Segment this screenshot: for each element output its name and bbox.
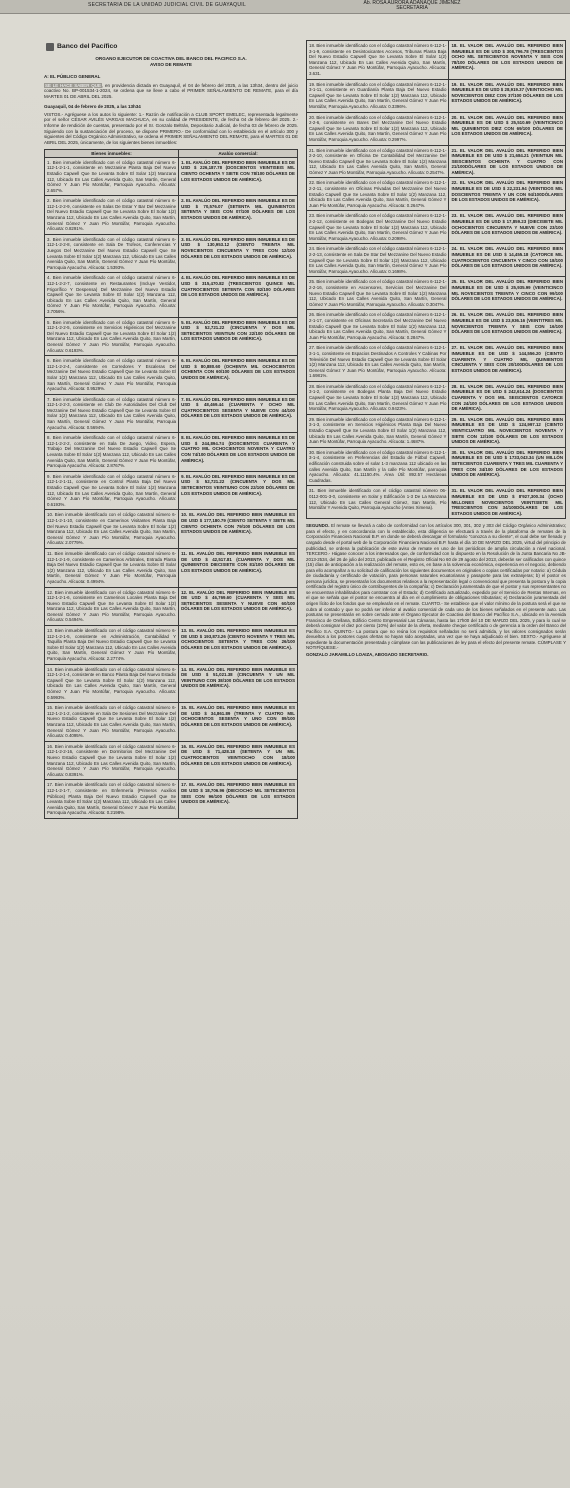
property-value: 24. EL VALOR DEL AVALÚO DEL REFERIDO BIEN INMUEBLE ES DE USD $ 14,455.18 (CATORCE MIL CUATROCIENTOS CINCUENTA Y CINCO CON 18/100 DÓLARES DE LOS ESTADOS UNIDOS DE AMÉRICA). [449,244,566,277]
table-row [45,664,298,703]
table-row [307,211,566,244]
property-description: 24. Bien inmueble identificado con el código catastral número 6-112-1-2-2-13, consistente en Sala De Star Del Mezzanine Del Nuevo Estadio Capwell Que Se Levanta Sobre El Solar 1(2) Manzana 112, Ubicado En Las Calles Avenida Quito, San Martín, General Gómez Y Juan Pío Montúfar, Parroquia Ayacucho. Alícuota: 0.1698%. [307,244,449,277]
property-description: 4. Bien inmueble identificado con el código catastral número 6-112-1-2-2-7, consistente en Restaurantes (Incluye Vestidor, Frigorífico Y Despensa) Del Mezzanine Del Nuevo Estadio Capwell Que Se Levanta Sobre El Solar 1(2) Manzana 112, Ubicado En Las Calles Avenida Quito, San Martín, General Gómez Y Juan Pío Montúfar, Parroquia Ayacucho. Alícuota: 3.7056%. [45,273,179,317]
property-description: 5. Bien inmueble identificado con el código catastral número 6-112-1-2-2-5, consistente en Servicios Higiénicos Del Mezzanine Del Nuevo Estadio Capwell Que Se Levanta Sobre El Solar 1(2) Manzana 112, Ubicado En Las Calles Avenida Quito, San Martín, General Gómez Y Juan Pío Montúfar, Parroquia Ayacucho. Alícuota: 0.6193%. [45,317,179,356]
table-row [45,273,298,317]
table-row [45,157,298,196]
property-description: 18. Bien inmueble identificado con el código catastral número 6-112-1-3-1-9, consistente en Desintoxicantes Accesos, Tribunas Planta Baja Del Nuevo Estadio Capwell Que Se Levanta Sobre El Solar 1(2) Manzana 112, Ubicado En Las Calles Avenida Quito, San Martín, General Gómez Y Juan Pío Montúfar, Parroquia Ayacucho. Alícuota: 3.631. [307,41,449,80]
property-value: 7. EL AVALÚO DEL REFERIDO BIEN INMUEBLE ES DE USD $ 48,469.44 (CUARENTA Y OCHO MIL CUATROCIENTOS SESENTA Y NUEVE CON 44/100 DÓLARES DE LOS ESTADOS UNIDOS DE AMÉRICA). [179,394,298,433]
property-value: 2. EL AVALÚO DEL REFERIDO BIEN INMUEBLE ES DE USD $ 70,576.07 (SETENTA MIL QUINIENTOS SETENTA Y SEIS CON 07/100 DÓLARES DE LOS ESTADOS UNIDOS DE AMÉRICA). [179,196,298,235]
notice-title: AVISO DE REMATE [150,62,192,67]
property-description: 31. Bien inmueble identificado con el código catastral número 06-0112-001-3-0, consistente en Solar y Edificación 1-3 De La Manzana 112, Ubicado En Las Calles General Gómez, San Martín, Pío Montúfar Y Avenida Quito, Parroquia Ayacucho (Antes Ximena). [307,486,449,519]
property-description: 19. Bien inmueble identificado con el código catastral número 6-112-1-3-1-11, consistente en Guardianía Planta Baja Del Nuevo Estadio Capwell Que Se Levanta Sobre El Solar 1(2) Manzana 112, Ubicado En Las Calles Avenida Quito, San Martín, General Gómez Y Juan Pío Montúfar, Parroquia Ayacucho. Alícuota: 0.3396%. [307,79,449,112]
intro-text-1: , en providencia dictada en Guayaquil, el 04 de febrero del 2025, a las 13h34, dentro del juicio coactivo No. BP-001534-1-2024, se ordena que se lleve a cabo el PRIMER SEÑALAMIENTO DE REMATE, para el día MARTES 01 DE ABRIL DEL 2025. [44,82,298,100]
property-value: 23. EL VALOR DEL AVALÚO DEL REFERIDO BIEN INMUEBLE ES DE USD $ 17,859.23 (DIECISIETE MIL OCHOCIENTOS CINCUENTA Y NUEVE CON 23/100 DÓLARES DE LOS ESTADOS UNIDOS DE AMÉRICA). [449,211,566,244]
table-row [45,548,298,587]
property-value: 15. EL AVALÚO DEL REFERIDO BIEN INMUEBLE ES DE USD $ 34,861.89 (TREINTA Y CUATRO MIL OCHOCIENTOS SESENTA Y UNO CON 89/100 DÓLARES DE LOS ESTADOS UNIDOS DE AMÉRICA). [179,703,298,742]
table-row [45,626,298,665]
table-row [307,244,566,277]
property-value: 26. EL VALOR DEL AVALÚO DEL REFERIDO BIEN INMUEBLE ES DE USD $ 23,936.16 (VEINTITRES MIL NOVECIENTOS TREINTA Y SEIS CON 16/100 DÓLARES DE LOS ESTADOS UNIDOS DE AMÉRICA). [449,310,566,343]
masthead-right-line2: SECRETARIA [396,5,428,11]
table-row [45,780,298,819]
property-value: 25. EL VALOR DEL AVALÚO DEL REFERIDO BIEN INMUEBLE ES DE USD $ 25,935.99 (VEINTICINCO MIL NOVECIENTOS TREINTA Y CINCO CON 99/100 DÓLARES DE LOS ESTADOS UNIDOS DE AMÉRICA). [449,277,566,310]
property-value: 13. EL AVALÚO DEL REFERIDO BIEN INMUEBLE ES DE USD $ 193,873.26 (CIENTO NOVENTA Y TRES MIL OCHOCIENTOS SETENTA Y TRES CON 26/100 DÓLARES DE LOS ESTADOS UNIDOS DE AMÉRICA). [179,626,298,665]
second-section [306,523,566,651]
property-description: 3. Bien inmueble identificado con el código catastral número 6-112-1-2-2-8, consistente en Sala De Trofeos, Conferencias Y Juegos Del Mezzanine Del Nuevo Estadio Capwell Que Se Levanta Sobre El Solar 1(2) Manzana 112, Ubicado En Las Calles Avenida Quito, San Martín, General Gómez Y Juan Pío Montúfar, Parroquia Ayacucho. Alícuota: 1.5393%. [45,234,179,273]
property-description: 30. Bien inmueble identificado con el código catastral número 6-112-1-3-1-4, consistente en Preferencias del Estadio de Fútbol Capwell, edificación construida sobre el solar 1-3 manzana 112 ubicado en las calles Avenida Quito, San Martín y la calle Pío Montúfar, parroquia Ayacucho. Alícuota: 41.11150.4%. Área Útil: 892.57 Hectáreas Cuadradas. [307,447,449,486]
property-value: 20. EL VALOR DEL AVALÚO DEL REFERIDO BIEN INMUEBLE ES DE USD $ 25,510.69 (VEINTICINCO MIL QUINIENTOS DIEZ CON 69/100 DÓLARES DE LOS ESTADOS UNIDOS DE AMÉRICA). [449,112,566,145]
property-value: 27. EL VALOR DEL AVALÚO DEL REFERIDO BIEN INMUEBLE ES DE USD $ 144,556.20 (CIENTO CUARENTA Y CUATRO MIL QUINIENTOS CINCUENTA Y SEIS CON 20/100DÓLARES DE LOS ESTADOS UNIDOS DE AMÉRICA). [449,343,566,382]
bank-name: Banco del Pacífico [57,43,118,50]
table-row [307,112,566,145]
table-row [307,381,566,414]
property-description: 15. Bien inmueble identificado con el código catastral número 6-112-1-2-1-2, consistente en Sala De Sesiones Del Mezzanine Del Nuevo Estadio Capwell Que Se Levanta Sobre El Solar 1(2) Manzana 112, Ubicado En Las Calles Avenida Quito, San Martín, General Gómez Y Juan Pío Montúfar, Parroquia Ayacucho. Alícuota: 0.4095%. [45,703,179,742]
salutation: A: EL PÚBLICO GENERAL [44,74,101,79]
table-row [45,510,298,549]
property-description: 2. Bien inmueble identificado con el código catastral número 6-112-1-2-2-9, consistente en Salas De Estar Y Bar Del Mezzanine Del Nuevo Estadio Capwell Que Se Levanta Sobre El Solar 1(2) Manzana 112, Ubicado En Las Calles Avenida Quito, San Martín, General Gómez Y Juan Pío Montúfar, Parroquia Ayacucho. Alícuota: 0.8291%. [45,196,179,235]
property-description: 20. Bien inmueble identificado con el código catastral número 6-112-1-2-2-6, consistente en Bares Del Mezzanine Del Nuevo Estadio Capwell Que Se Levanta Sobre El Solar 1(2) Manzana 112, Ubicado En Las Calles Avenida Quito, San Martín, General Gómez Y Juan Pío Montúfar, Parroquia Ayacucho. Alícuota: 0.2997%. [307,112,449,145]
table-row [307,79,566,112]
properties-table-left [44,149,298,819]
property-value: 22. EL VALOR DEL AVALÚO DEL REFERIDO BIEN INMUEBLE ES DE USD $ 22,231.94 (VEINTIDOS MIL DOSCIENTOS TREINTA Y UN CON 94/100DÓLARES DE LOS ESTADOS UNIDOS DE AMÉRICA). [449,178,566,211]
property-value: 17. EL AVALÚO DEL REFERIDO BIEN INMUEBLE ES DE USD $ 18,706.96 (DIECIOCHO MIL SETECIENTOS SEIS CON 96/100 DÓLARES DE LOS ESTADOS UNIDOS DE AMÉRICA). [179,780,298,819]
property-description: 7. Bien inmueble identificado con el código catastral número 6-112-1-2-2-3, consistente en Club De Autoridades Del Club Del Mezzanine Del Nuevo Estadio Capwell Que Se Levanta Sobre El Solar 1(2) Manzana 112, Ubicado En Las Calles Avenida Quito, San Martín, General Gómez Y Juan Pío Montúfar, Parroquia Ayacucho. Alícuota: 0.5694%. [45,394,179,433]
second-section-text: El remate se llevará a cabo de conformidad con los artículos 300, 301, 302 y 303 del Código Orgánico Administrativo; para el efecto, y en concordancia con lo establecido, esta diligencia se efectuará a través de la plataforma de remates de la Corporación Financiera Nacional B.P. en donde se deberá descargar el formulario "conozca a su cliente", el cual debe ser llenado y cargado desde el portal web de la Corporación Financiera Nacional B.P. hasta el día 10 DE MARZO DEL 2025, virtud del principio de publicidad, se ordena la publicación de este aviso de remate en uno de los periódicos de amplia circulación a nivel nacional. TERCERO.- Hágase conocer a los interesados que, de conformidad con lo dispuesto en la Resolución de la Junta Bancaria No JB-2013-2534, del 26 de julio del 2013, publicada en el Registro Oficial No 60 de 29 agosto del 2013, deberán ser calificados con quince (15) días de anticipación a la realización del remate, esto es, en base a la solvencia económica, experiencia en el negocio, debiendo para ello acompañar a su solicitud de calificación los siguientes documentos en originales o copias certificadas por notario: a) Cédula de ciudadanía y certificado de votación, para personas naturales ecuatorianas y pasaporte para las extranjeras; b) el postor es persona jurídica, se presentarán los documentos relativos a la representación legal o convencional que presenta la postura y la copia certificada del registro único de contribuyentes de la compañía; c) Declaración juramentada de que el postor y sus representantes no se encuentran inhabilitados para contratar con el Estado; d) Certificado actualizado, expedido por el Servicio de Rentas Internas, en el que se señala que el postor se encuentra al día en el cumplimiento de obligaciones tributarias; e) Declaración juramentada del origen lícito de los fondos que se emplearán en el remate. CUARTO.- Se establece que el valor mínimo de la postura será el que se cubra al contado y que no podrá ser inferior al avalúo comercial de cada uno de los bienes señalados en el presente auto. Las posturas se presentarán en sobre cerrado ante el Órgano Ejecutor de Coactiva del Banco del Pacífico S.A., ubicado en la Avenida Francisco de Orellana, Edificio Centro Empresarial Las Cámaras, hasta las 17h00 del 10 DE MARZO DEL 2025, y para lo cual se deberá consignar el diez por ciento (10%) del valor de la oferta, mediante cheque certificado o de gerencia a la orden del Banco del Pacífico S.A. QUINTO.- La postura que no reúna los requisitos señalados no será admitida, y los valores consignados serán devueltos a los postores cuyas ofertas no hayan sido aceptadas, una vez que se haya adjudicado el bien. SEXTO.- Agréguese al expediente la documentación presentada y cúmplase con las publicaciones de ley para el efecto del presente remate. CÚMPLASE Y NOTIFÍQUESE.- [306,523,566,651]
property-description: 12. Bien inmueble identificado con el código catastral número 6-112-1-2-1-6, consistente en Camerinos Locales Planta Baja Del Nuevo Estadio Capwell Que Se Levanta Sobre El Solar 1(2) Manzana 112, Ubicado En Las Calles Avenida Quito, San Martín, General Gómez Y Juan Pío Montúfar, Parroquia Ayacucho. Alícuota: 0.5494%. [45,587,179,626]
property-value: 9. EL AVALÚO DEL REFERIDO BIEN INMUEBLE ES DE USD $ 52,721.22 (CINCUENTA Y DOS MIL SETECIENTOS VEINTIUNO CON 22/100 DÓLARES DE LOS ESTADOS UNIDOS DE AMÉRICA). [179,471,298,510]
header-properties: Bienes inmuebles: [45,149,179,157]
masthead-strip [0,0,570,14]
property-value: 10. EL AVALÚO DEL REFERIDO BIEN INMUEBLE ES DE USD $ 177,180.79 (CIENTO SETENTA Y SIETE MIL CIENTO OCHENTA CON 79/100 DÓLARES DE LOS ESTADOS UNIDOS DE AMÉRICA). [179,510,298,549]
property-description: 23. Bien inmueble identificado con el código catastral número 6-112-1-2-2-12, consistente en Bodegas Del Mezzanine Del Nuevo Estadio Capwell Que Se Levanta Sobre El Solar 1(2) Manzana 112, Ubicado En Las Calles Avenida Quito, San Martín, General Gómez Y Juan Pío Montúfar, Parroquia Ayacucho. Alícuota: 0.2098%. [307,211,449,244]
property-value: 28. EL VALOR DEL AVALÚO DEL REFERIDO BIEN INMUEBLE ES DE USD $ 242,614.24 (DOSCIENTOS CUARENTA Y DOS MIL SEISCIENTOS CATORCE CON 24/100 DÓLARES DE LOS ESTADOS UNIDOS DE AMÉRICA). [449,381,566,414]
property-value: 19. EL VALOR DEL AVALÚO DEL REFERIDO BIEN INMUEBLE ES DE USD $ 28,919.37 (VEINTIOCHO MIL NOVECIENTOS DIEZ CON 37/100 DÓLARES DE LOS ESTADOS UNIDOS DE AMÉRICA). [449,79,566,112]
intro-highlight: SE LE HACE SABER QUE [45,82,101,88]
property-description: 16. Bien inmueble identificado con el código catastral número 6-112-1-2-2-16, consistente en Dormitorios Del Mezzanine Del Nuevo Estadio Capwell Que Se Levanta Sobre El Solar 1(2) Manzana 112, Ubicado En Las Calles Avenida Quito, San Martín, General Gómez Y Juan Pío Montúfar, Parroquia Ayacucho. Alícuota: 0.8391%. [45,741,179,780]
signature: GONZALO JARAMILLO LOAIZA, ABOGADO SECRETARIO. [306,651,429,657]
property-description: 22. Bien inmueble identificado con el código catastral número 6-112-1-2-2-11, consistente en Oficinas Privadas Del Mezzanine Del Nuevo Estadio Capwell Que Se Levanta Sobre El Solar 1(2) Manzana 112, Ubicado En Las Calles Avenida Quito, San Martín, General Gómez Y Juan Pío Montúfar, Parroquia Ayacucho. Alícuota: 0.2647%. [307,178,449,211]
table-row [307,414,566,447]
table-row [45,196,298,235]
table-row [307,343,566,382]
property-value: 18. EL VALOR DEL AVALÚO DEL REFERIDO BIEN INMUEBLE ES DE USD $ 308,796.78 (TRESCIENTOS OCHO MIL SETECIENTOS NOVENTA Y SEIS CON 78/100 DÓLARES DE LOS ESTADOS UNIDOS DE AMÉRICA). [449,41,566,80]
property-description: 25. Bien inmueble identificado con el código catastral número 6-112-1-2-2-16, consistente en Ascensores, Servicios Del Mezzanine Del Nuevo Estadio Capwell Que Se Levanta Sobre El Solar 1(2) Manzana 112, Ubicado En Las Calles Avenida Quito, San Martín, General Gómez Y Juan Pío Montúfar, Parroquia Ayacucho. Alícuota: 0.3047%. [307,277,449,310]
header-appraisal: Avalúo comercial: [179,149,298,157]
property-value: 3. EL AVALÚO DEL REFERIDO BIEN INMUEBLE ES DE USD $ 130,953.12 (CIENTO TREINTA MIL NOVECIENTOS CINCUENTA Y TRES CON 12/100 DÓLARES DE LOS ESTADOS UNIDOS DE AMÉRICA). [179,234,298,273]
property-description: 6. Bien inmueble identificado con el código catastral número 6-112-1-2-2-4, consistente en Corredores Y Escaleras Del Mezzanine Del Nuevo Estadio Capwell Que Se Levanta Sobre El Solar 1(2) Manzana 112, Ubicado En Las Calles Avenida Quito, San Martín, General Gómez Y Juan Pío Montúfar, Parroquia Ayacucho. Alícuota: 0.9529%. [45,356,179,395]
table-row [307,178,566,211]
table-row [45,741,298,780]
table-row [45,433,298,472]
property-value: 21. EL VALOR DEL AVALÚO DEL REFERIDO BIEN INMUEBLE ES DE USD $ 21,684.21 (VEINTIUN MIL SEISCIENTOS OCHENTA Y CUATRO CON 21/100DÓLARES DE LOS ESTADOS UNIDOS DE AMÉRICA). [449,145,566,178]
property-value: 8. EL AVALÚO DEL REFERIDO BIEN INMUEBLE ES DE USD $ 244,894.74 (DOSCIENTOS CUARENTA Y CUATRO MIL OCHOCIENTOS NOVENTA Y CUATRO CON 74/100 DÓLARES DE LOS ESTADOS UNIDOS DE AMÉRICA). [179,433,298,472]
property-value: 29. EL VALOR DEL AVALÚO DEL REFERIDO BIEN INMUEBLE ES DE USD $ 124,997.12 (CIENTO VEINTICUATRO MIL NOVECIENTOS NOVENTA Y SIETE CON 12/100 DÓLARES DE LOS ESTADOS UNIDOS DE AMÉRICA). [449,414,566,447]
properties-table-right [306,40,566,519]
property-description: 21. Bien inmueble identificado con el código catastral número 6-112-1-2-2-10, consistente en Oficina De Contabilidad Del Mezzanine Del Nuevo Estadio Capwell Que Se Levanta Sobre El Solar 1(2) Manzana 112, Ubicado En Las Calles Avenida Quito, San Martín, General Gómez Y Juan Pío Montúfar, Parroquia Ayacucho. Alícuota: 0.2547%. [307,145,449,178]
table-row [307,277,566,310]
table-row [45,356,298,395]
property-value: 12. EL AVALÚO DEL REFERIDO BIEN INMUEBLE ES DE USD $ 46,769.60 (CUARENTA Y SEIS MIL SETECIENTOS SESENTA Y NUEVE CON 60/100 DÓLARES DE LOS ESTADOS UNIDOS DE AMÉRICA). [179,587,298,626]
intro-paragraph-1 [44,83,298,100]
property-value: 11. EL AVALÚO DEL REFERIDO BIEN INMUEBLE ES DE USD $ 42,517.81 (CUARENTA Y DOS MIL QUINIENTOS DIECISIETE CON 81/100 DÓLARES DE LOS ESTADOS UNIDOS DE AMÉRICA). [179,548,298,587]
property-value: 14. EL AVALÚO DEL REFERIDO BIEN INMUEBLE ES DE USD $ 51,021.38 (CINCUENTA Y UN MIL VEINTIUNO CON 38/100 DÓLARES DE LOS ESTADOS UNIDOS DE AMÉRICA). [179,664,298,703]
table-row [45,587,298,626]
property-value: 31. EL VALOR DEL AVALÚO DEL REFERIDO BIEN INMUEBLE ES DE USD $ 8'927,300.34 (OCHO MILLONES NOVECIENTOS VEINTISIETE MIL TRESCIENTOS CON 34/100DÓLARES DE LOS ESTADOS UNIDOS DE AMÉRICA). [449,486,566,519]
property-description: 26. Bien inmueble identificado con el código catastral número 6-112-1-2-1-17, consistente en Oficinas Secretaría Del Mezzanine Del Nuevo Estadio Capwell Que Se Levanta Sobre El Solar 1(2) Manzana 112, Ubicado En Las Calles Avenida Quito, San Martín, General Gómez Y Juan Pío Montúfar, Parroquia Ayacucho. Alícuota: 0.2847%. [307,310,449,343]
property-value: 30. EL VALOR DEL AVALÚO DEL REFERIDO BIEN INMUEBLE ES DE USD $ 1733,043.34 (UN MILLÓN SETECIENTOS CUARENTA Y TRES MIL CUARENTA Y TRES CON 34/100 DÓLARES DE LOS ESTADOS UNIDOS DE AMÉRICA). [449,447,566,486]
masthead-right-line1: Ab. ROSA AURORA ADANAQUE JIMENEZ [363,0,461,6]
bank-logo-icon [46,43,54,51]
property-description: 17. Bien inmueble identificado con el código catastral número 6-112-1-2-1-7, consistente en Enfermería (Primeros Auxilios Públicos) Planta Baja Del Nuevo Estadio Capwell Que Se Levanta Sobre El Solar 1(2) Manzana 112, Ubicado En Las Calles Avenida Quito, San Martín, General Gómez Y Juan Pío Montúfar, Parroquia Ayacucho. Alícuota: 0.2198%. [45,780,179,819]
property-value: 1. EL AVALÚO DEL REFERIDO BIEN INMUEBLE ES DE USD $ 226,187.78 (DOSCIENTOS VEINTISEIS MIL CIENTO OCHENTA Y SIETE CON 78/100 DÓLARES DE LOS ESTADOS UNIDOS DE AMÉRICA). [179,157,298,196]
property-description: 11. Bien inmueble identificado con el código catastral número 6-112-1-2-1-9, consistente en Camerinos Arbitrales, Entrada Planta Baja Del Nuevo Estadio Capwell Que Se Levanta Sobre El Solar 1(2) Manzana 112, Ubicado En Las Calles Avenida Quito, San Martín, General Gómez Y Juan Pío Montúfar, Parroquia Ayacucho. Alícuota: 0.4994%. [45,548,179,587]
table-row [45,234,298,273]
intro-date: Guayaquil, 04 de febrero de 2025, a las 13h34 [44,103,141,109]
property-description: 10. Bien inmueble identificado con el código catastral número 6-112-1-2-1-10, consistente en Camerinos Visitantes Planta Baja Del Nuevo Estadio Capwell Que Se Levanta Sobre El Solar 1(2) Manzana 112, Ubicado En Las Calles Avenida Quito, San Martín, General Gómez Y Juan Pío Montúfar, Parroquia Ayacucho. Alícuota: 2.0779%. [45,510,179,549]
property-description: 28. Bien inmueble identificado con el código catastral número 6-112-1-3-1-2, consistente en Bodegas Planta Baja Del Nuevo Estadio Capwell Que Se Levanta Sobre El Solar 1(2) Manzana 112, Ubicado En Las Calles Avenida Quito, San Martín, General Gómez Y Juan Pío Montúfar, Parroquia Ayacucho. Alícuota: 0.9423%. [307,381,449,414]
table-row [45,317,298,356]
property-value: 5. EL AVALÚO DEL REFERIDO BIEN INMUEBLE ES DE USD $ 52,721.22 (CINCUENTA Y DOS MIL SETECIENTOS VEINTIUN CON 22/100 DÓLARES DE LOS ESTADOS UNIDOS DE AMÉRICA). [179,317,298,356]
organ-title: ORGANO EJECUTOR DE COACTIVA DEL BANCO DEL PACIFICO S.A. [95,56,247,61]
table-row [307,310,566,343]
property-description: 14. Bien inmueble identificado con el código catastral número 6-112-1-2-1-4, consistente en Banco Planta Baja Del Nuevo Estadio Capwell Que Se Levanta Sobre El Solar 1(2) Manzana 112, Ubicado En Las Calles Avenida Quito, San Martín, General Gómez Y Juan Pío Montúfar, Parroquia Ayacucho. Alícuota: 0.5993%. [45,664,179,703]
property-value: 4. EL AVALÚO DEL REFERIDO BIEN INMUEBLE ES DE USD $ 315,470.82 (TRESCIENTOS QUINCE MIL CUATROCIENTOS SETENTA CON 82/100 DÓLARES DE LOS ESTADOS UNIDOS DE AMÉRICA). [179,273,298,317]
masthead-left: SECRETARIA DE LA UNIDAD JUDICIAL CIVIL DE GUAYAQUIL [88,2,247,8]
intro-vistos: VISTOS.- Agréguese a los autos lo siguiente: 1.- Razón de notificación a CLUB SPORT EMELEC, representada legalmente por el señor CÉSAR AVILÉS VARGAS MACHUCA, en su calidad de PRESIDENTE, de fecha 04 de febrero del 2025. 2.-Informe de rendición de cuentas, presentado por el Sr. Gonzalo Beltrán, Depositario Judicial, de fecha 03 de febrero de 2025. Siguiendo con la sustanciación del proceso, se dispone PRIMERO.- De conformidad con lo establecido en el artículo 300 y siguientes del Código Orgánico Administrativo, se ordena el PRIMER SEÑALAMIENTO DEL REMATE, para el MARTES 01 DE ABRIL DEL 2025, únicamente, de los siguientes bienes inmuebles: [44,111,298,146]
table-row [307,486,566,519]
property-description: 13. Bien inmueble identificado con el código catastral número 6-112-1-2-1-5, consistente en Administración, Contabilidad Y Taquilla Planta Baja Del Nuevo Estadio Capwell Que Se Levanta Sobre El Solar 1(2) Manzana 112, Ubicado En Las Calles Avenida Quito, San Martín, General Gómez Y Juan Pío Montúfar, Parroquia Ayacucho. Alícuota: 2.2774%. [45,626,179,665]
table-row [307,145,566,178]
property-description: 27. Bien inmueble identificado con el código catastral número 6-112-1-3-1-1, consistente en Espacios Destinados A Controles Y Cabinas Por Televisión Del Nuevo Estadio Capwell Que Se Levanta Sobre El Solar 1(2) Manzana 112, Ubicado En Las Calles Avenida Quito, San Martín, General Gómez Y Juan Pío Montúfar, Parroquia Ayacucho. Alícuota: 1.6981%. [307,343,449,382]
table-row [45,703,298,742]
property-description: 1. Bien inmueble identificado con el código catastral número 6-112-1-2-1-1, consistente en Mezzanine Planta Baja Del Nuevo Estadio Capwell Que Se Levanta Sobre El Solar 1(2) Manzana 112, Ubicado En Las Calles Avenida Quito, San Martín, General Gómez Y Juan Pío Montúfar, Parroquia Ayacucho. Alícuota: 2.657%. [45,157,179,196]
masthead-right [352,1,472,11]
property-value: 6. EL AVALÚO DEL REFERIDO BIEN INMUEBLE ES DE USD $ 80,880.60 (OCHENTA MIL OCHOCIENTOS OCHENTA CON 60/100 DÓLARES DE LOS ESTADOS UNIDOS DE AMÉRICA). [179,356,298,395]
bank-logo [46,40,298,53]
table-row [307,447,566,486]
second-section-label: SEGUNDO. [306,523,330,529]
property-description: 29. Bien inmueble identificado con el código catastral número 6-112-1-3-1-3, consistente en Servicios Higiénicos Planta Baja Del Nuevo Estadio Capwell Que Se Levanta Sobre El Solar 1(2) Manzana 112, Ubicado En Las Calles Avenida Quito, San Martín, General Gómez Y Juan Pío Montúfar, Parroquia Ayacucho. Alícuota: 1.4687%. [307,414,449,447]
table-row [307,41,566,80]
left-column [44,40,298,1465]
table-row [45,471,298,510]
right-column [306,40,566,1465]
property-value: 16. EL AVALÚO DEL REFERIDO BIEN INMUEBLE ES DE USD $ 71,428.18 (SETENTA Y UN MIL CUATROCIENTOS VEINTIOCHO CON 18/100 DÓLARES DE LOS ESTADOS UNIDOS DE AMÉRICA). [179,741,298,780]
property-description: 8. Bien inmueble identificado con el código catastral número 6-112-1-2-2-2, consistente en Sala De Juego, Video, Espera, Trabajo Del Mezzanine Del Nuevo Estadio Capwell Que Se Levanta Sobre El Solar 1(2) Manzana 112, Ubicado En Las Calles Avenida Quito, San Martín, General Gómez Y Juan Pío Montúfar, Parroquia Ayacucho. Alícuota: 2.8767%. [45,433,179,472]
table-row [45,394,298,433]
property-description: 9. Bien inmueble identificado con el código catastral número 6-112-1-2-1-11, consistente en Control Planta Baja Del Nuevo Estadio Capwell Que Se Levanta Sobre El Solar 1(2) Manzana 112, Ubicado En Las Calles Avenida Quito, San Martín, General Gómez Y Juan Pío Montúfar, Parroquia Ayacucho. Alícuota: 0.6193%. [45,471,179,510]
